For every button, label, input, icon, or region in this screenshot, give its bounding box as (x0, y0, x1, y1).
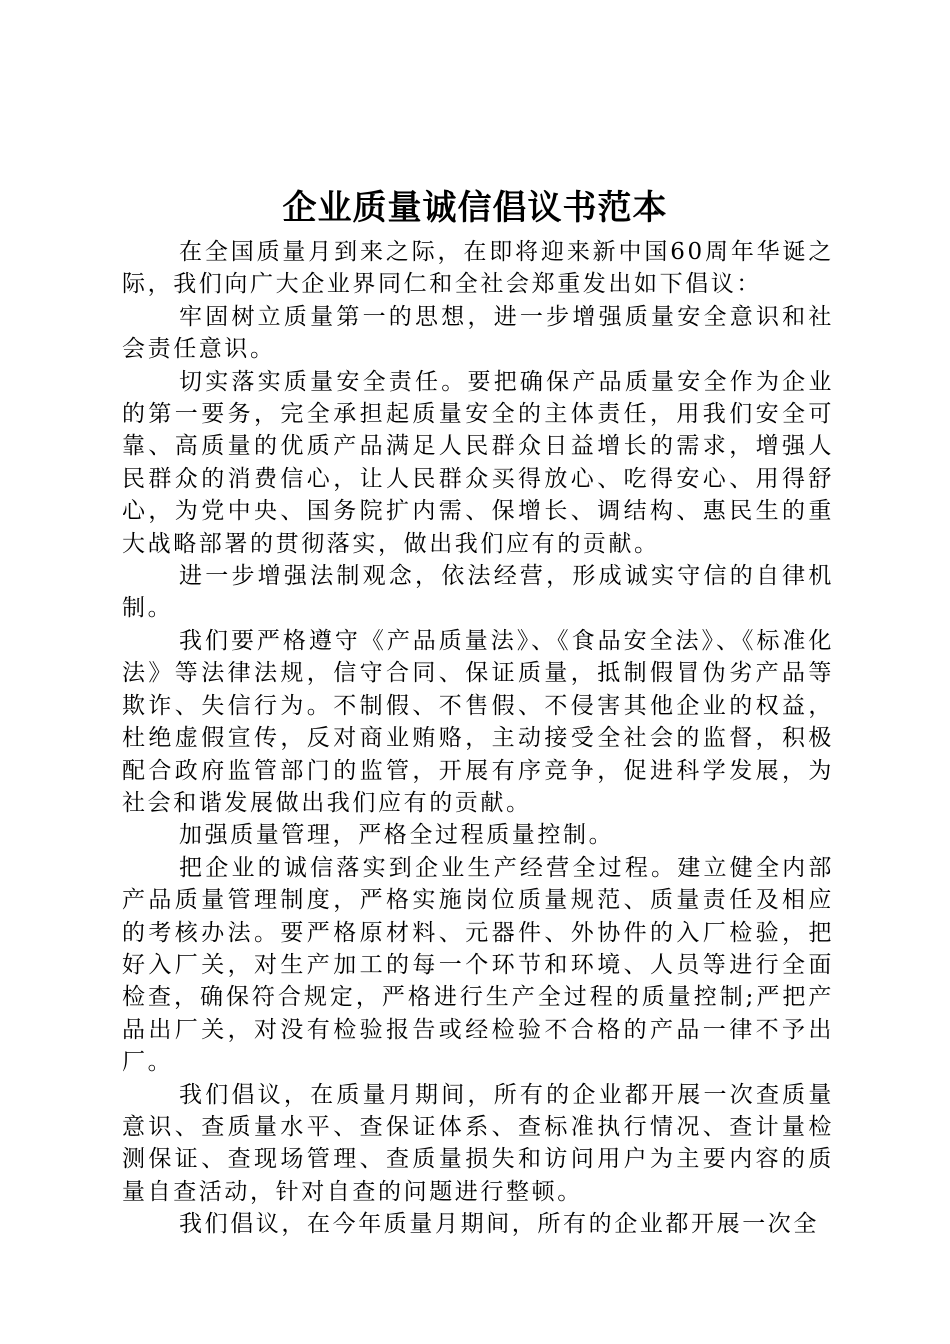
paragraph-proposal: 我们倡议，在今年质量月期间，所有的企业都开展一次全 (179, 1211, 819, 1238)
document-title: 企业质量诚信倡议书范本 (282, 188, 668, 228)
paragraph-self-inspection: 我们倡议，在质量月期间，所有的企业都开展一次查质量意识、查质量水平、查保证体系、查标准执行情况、查计量检测保证、查现场管理、查质量损失和访问用户为主要内容的质量自查活动，针对自查的问题进行整顿。 (122, 1081, 834, 1205)
paragraph-compliance: 我们要严格遵守《产品质量法》、《食品安全法》、《标准化法》等法律法规，信守合同、保证质量，抵制假冒伪劣产品等欺诈、失信行为。不制假、不售假、不侵害其他企业的权益，杜绝虚假宣传，反对商业贿赂，主动接受全社会的监督，积极配合政府监管部门的监管，开展有序竞争，促进科学发展，为社会和谐发展做出我们应有的贡献。 (122, 627, 834, 816)
paragraph-quality-management: 加强质量管理，严格全过程质量控制。 (179, 822, 615, 849)
paragraph-quality-first: 牢固树立质量第一的思想，进一步增强质量安全意识和社会责任意识。 (122, 303, 834, 363)
document-body (122, 236, 834, 1241)
paragraph-greeting: 在全国质量月到来之际，在即将迎来新中国60周年华诞之际，我们向广大企业界同仁和全社会郑重发出如下倡议： (122, 239, 834, 298)
paragraph-legal-awareness: 进一步增强法制观念，依法经营，形成诚实守信的自律机制。 (122, 563, 834, 622)
paragraph-responsibility: 切实落实质量安全责任。要把确保产品质量安全作为企业的第一要务，完全承担起质量安全的主体责任，用我们安全可靠、高质量的优质产品满足人民群众日益增长的需求，增强人民群众的消费信心，让人民群众买得放心、吃得安心、用得舒心，为党中央、国务院扩内需、保增长、调结构、惠民生的重大战略部署的贯彻落实，做出我们应有的贡献。 (122, 368, 834, 557)
paragraph-process-control: 把企业的诚信落实到企业生产经营全过程。建立健全内部产品质量管理制度，严格实施岗位质量规范、质量责任及相应的考核办法。要严格原材料、元器件、外协件的入厂检验，把好入厂关，对生产加工的每一个环节和环境、人员等进行全面检查，确保符合规定，严格进行生产全过程的质量控制;严把产品出厂关，对没有检验报告或经检验不合格的产品一律不予出厂。 (122, 854, 834, 1076)
